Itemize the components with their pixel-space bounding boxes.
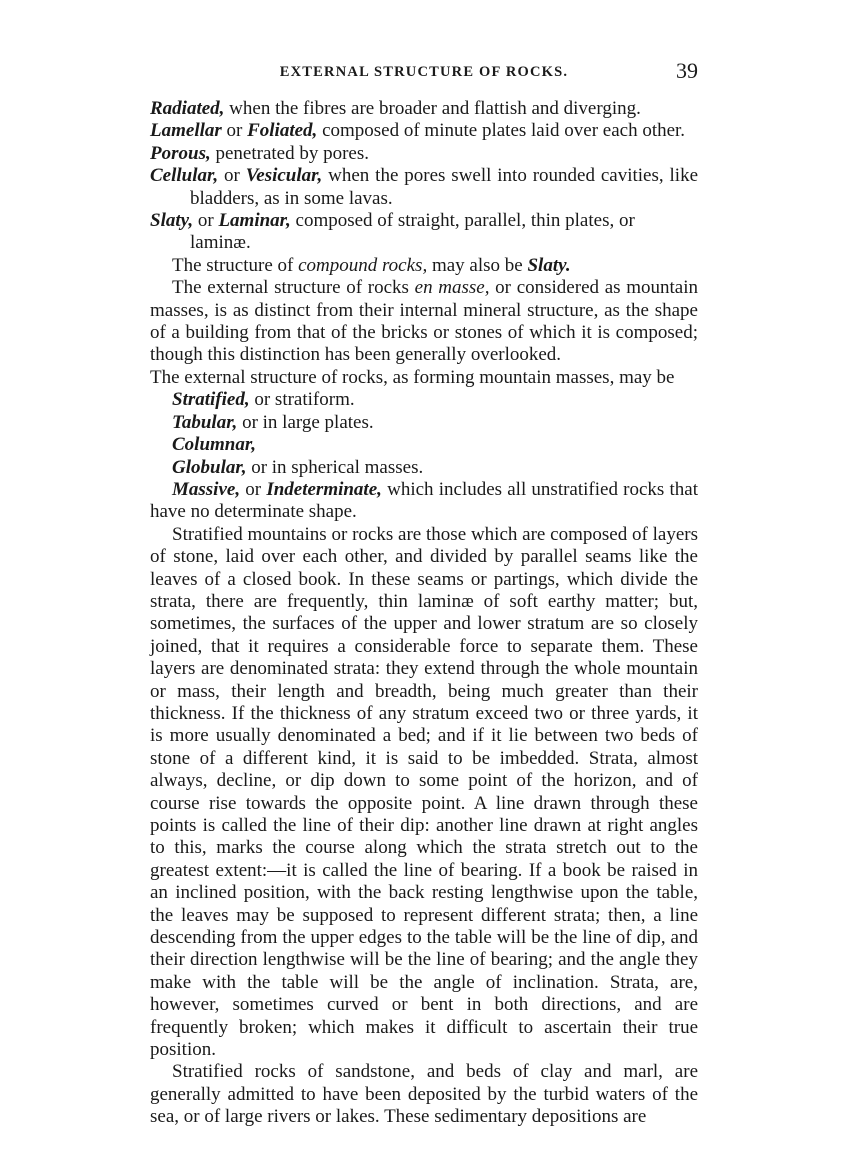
definition-radiated	[150, 98, 698, 120]
list-item-massive	[150, 479, 698, 524]
conjunction: or	[218, 165, 246, 187]
definition-porous	[150, 143, 698, 165]
definition-slaty	[150, 210, 698, 255]
list-item-globular	[150, 457, 698, 479]
term: Vesicular,	[245, 165, 323, 187]
paragraph-compound-rocks	[150, 255, 698, 277]
definition-lamellar	[150, 120, 698, 142]
term: Stratified,	[172, 389, 250, 411]
paragraph-external-structure	[150, 277, 698, 367]
definition-text: composed of straight, parallel, thin plates, or laminæ.	[190, 210, 635, 254]
term: Massive,	[172, 478, 241, 500]
emphasis: en masse,	[414, 277, 490, 299]
term: Laminar,	[218, 210, 291, 232]
definition-text: when the pores swell into rounded cavities, like bladders, as in some lavas.	[190, 165, 699, 209]
term: Lamellar	[150, 120, 222, 142]
term: Slaty.	[527, 254, 571, 276]
term: Indeterminate,	[266, 478, 382, 500]
text-run: The structure of	[172, 254, 299, 276]
paragraph-stratified-mountains: Stratified mountains or rocks are those which are composed of layers of stone, laid over each other, and divided by parallel seams like the leaves of a closed book. In these seams or partings, which divide the strata, there are frequently, thin laminæ of soft earthy matter; but, sometimes, the surfaces of the upper and lower stratum are so closely joined, that it requires a considerable force to separate them. These layers are denominated strata: they extend through the whole mountain or mass, their length and breadth, being much greater than their thickness. If the thickness of any stratum exceed two or three yards, it is more usually denominated a bed; and if it lie between two beds of stone of a different kind, it is said to be imbedded. Strata, almost always, decline, or dip down to some point of the horizon, and of course rise towards the opposite point. A line drawn through these points is called the line of their dip: another line drawn at right angles to this, marks the course along which the strata stretch out to the greatest extent:—it is called the line of bearing. If a book be raised in an inclined position, with the back resting lengthwise upon the table, the leaves may be supposed to represent different strata; then, a line descending from the upper edges to the table will be the line of dip, and their direction lengthwise will be the line of bearing; and the angle they make with the table will be the angle of inclination. Strata, are, however, sometimes curved or bent in both directions, and are frequently broken; which makes it difficult to ascertain their true position.	[150, 523, 698, 1061]
definition-cellular	[150, 165, 698, 210]
conjunction: or	[221, 120, 248, 142]
term: Globular,	[172, 456, 247, 478]
definition-text: composed of minute plates laid over each other.	[317, 120, 686, 142]
text-run: may also be	[427, 254, 528, 276]
definition-text: penetrated by pores.	[210, 142, 369, 164]
term: Cellular,	[150, 165, 219, 187]
page-body	[150, 98, 698, 1129]
list-text: or stratiform.	[249, 389, 355, 411]
list-text: or in spherical masses.	[246, 456, 424, 478]
text-run: The external structure of rocks	[172, 277, 415, 299]
list-item-stratified	[150, 389, 698, 411]
emphasis: compound rocks,	[298, 254, 428, 276]
list-item-columnar	[150, 434, 698, 456]
text-run: or considered as mountain masses, is as distinct from their internal mineral structure, as the shape of a building from that of the bricks or stones of which it is composed; though this distinction has been generally overlooked.	[150, 277, 698, 366]
paragraph-sedimentary: Stratified rocks of sandstone, and beds of clay and marl, are generally admitted to have been deposited by the turbid waters of the sea, or of large rivers or lakes. These sedimentary depositions are	[150, 1061, 698, 1128]
conjunction: or	[193, 210, 219, 232]
term: Slaty,	[150, 210, 194, 232]
list-text: or in large plates.	[237, 411, 374, 433]
page-number: 39	[676, 58, 698, 83]
list-text: which includes all unstratified rocks that have no determinate shape.	[150, 478, 699, 523]
conjunction: or	[240, 478, 267, 500]
term: Foliated,	[247, 120, 318, 142]
definition-text: when the fibres are broader and flattish and diverging.	[224, 98, 641, 119]
term: Radiated,	[150, 98, 225, 119]
list-item-tabular	[150, 412, 698, 434]
term: Porous,	[150, 142, 211, 164]
running-header	[150, 58, 698, 88]
paragraph-may-be: The external structure of rocks, as forming mountain masses, may be	[150, 366, 675, 388]
term: Columnar,	[172, 434, 256, 456]
term: Tabular,	[172, 411, 238, 433]
running-title: EXTERNAL STRUCTURE OF ROCKS.	[279, 64, 569, 80]
